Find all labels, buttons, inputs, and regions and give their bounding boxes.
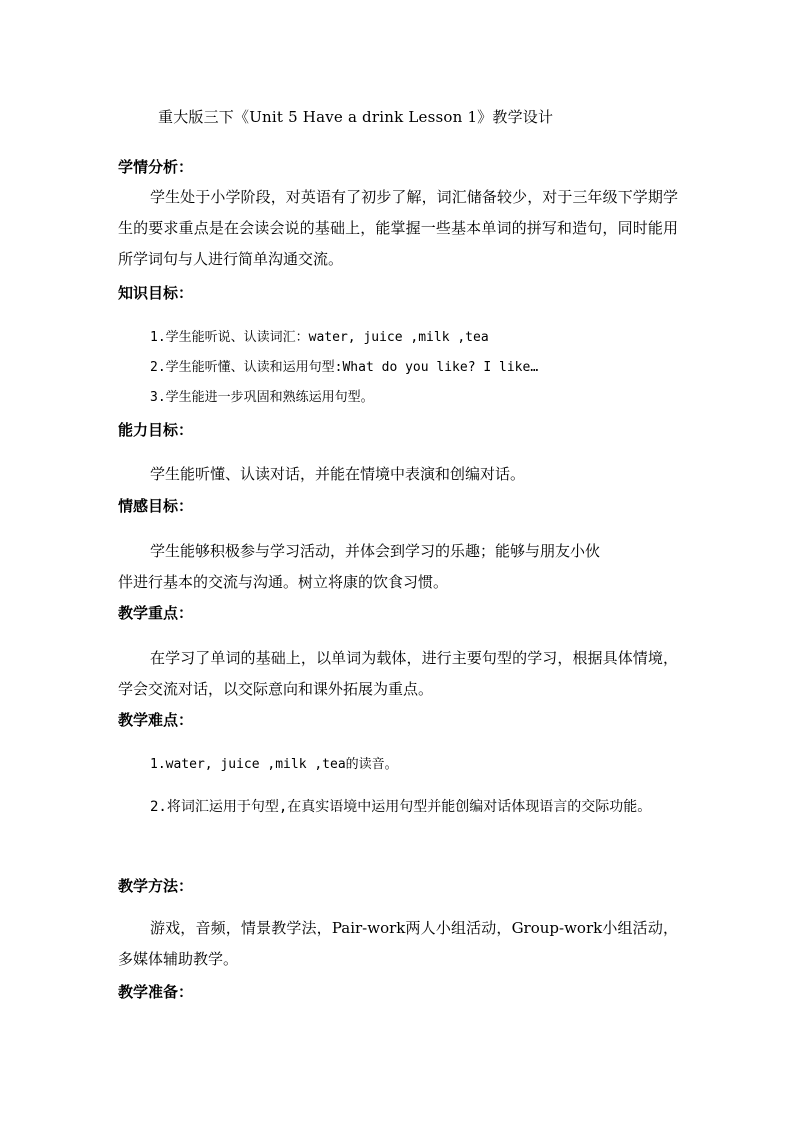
heading-knowledge-goals: 知识目标：: [118, 284, 194, 302]
heading-ability-goals: 能力目标：: [118, 421, 194, 439]
heading-emotion-goals: 情感目标：: [118, 497, 194, 515]
paragraph-ability-goals: 学生能听懂、认读对话，并能在情境中表演和创编对话。: [150, 465, 526, 483]
paragraph-methods: 游戏，音频，情景教学法，Pair-work两人小组活动，Group-work小组活动，多媒体辅助教学。: [118, 919, 678, 968]
knowledge-goal-3: 3.学生能进一步巩固和熟练运用句型。: [150, 390, 374, 405]
heading-difficulties: 教学难点：: [118, 711, 194, 729]
heading-student-analysis: 学情分析：: [118, 158, 194, 176]
knowledge-goal-1: 1.学生能听说、认读词汇：water, juice ,milk ,tea: [150, 330, 489, 345]
heading-methods: 教学方法：: [118, 877, 194, 895]
difficulty-item-1: 1.water, juice ,milk ,tea的读音。: [150, 757, 398, 772]
emotion-goals-line-2: 伴进行基本的交流与沟通。树立将康的饮食习惯。: [118, 573, 449, 591]
heading-key-points: 教学重点：: [118, 604, 194, 622]
difficulty-item-2: 2.将词汇运用于句型,在真实语境中运用句型并能创编对话体现语言的交际功能。: [150, 799, 652, 815]
paragraph-student-analysis: 学生处于小学阶段，对英语有了初步了解，词汇储备较少，对于三年级下学期学生的要求重点是在会读会说的基础上，能掌握一些基本单词的拼写和造句，同时能用所学词句与人进行简单沟通交流。: [118, 188, 678, 268]
document-title: 重大版三下《Unit 5 Have a drink Lesson 1》教学设计: [158, 108, 554, 126]
paragraph-key-points: 在学习了单词的基础上，以单词为载体，进行主要句型的学习，根据具体情境，学会交流对话，以交际意向和课外拓展为重点。: [118, 649, 678, 698]
knowledge-goal-2: 2.学生能听懂、认读和运用句型:What do you like? I like…: [150, 360, 539, 375]
emotion-goals-line-1: 学生能够积极参与学习活动，并体会到学习的乐趣；能够与朋友小伙: [150, 542, 601, 560]
heading-preparation: 教学准备：: [118, 983, 194, 1001]
